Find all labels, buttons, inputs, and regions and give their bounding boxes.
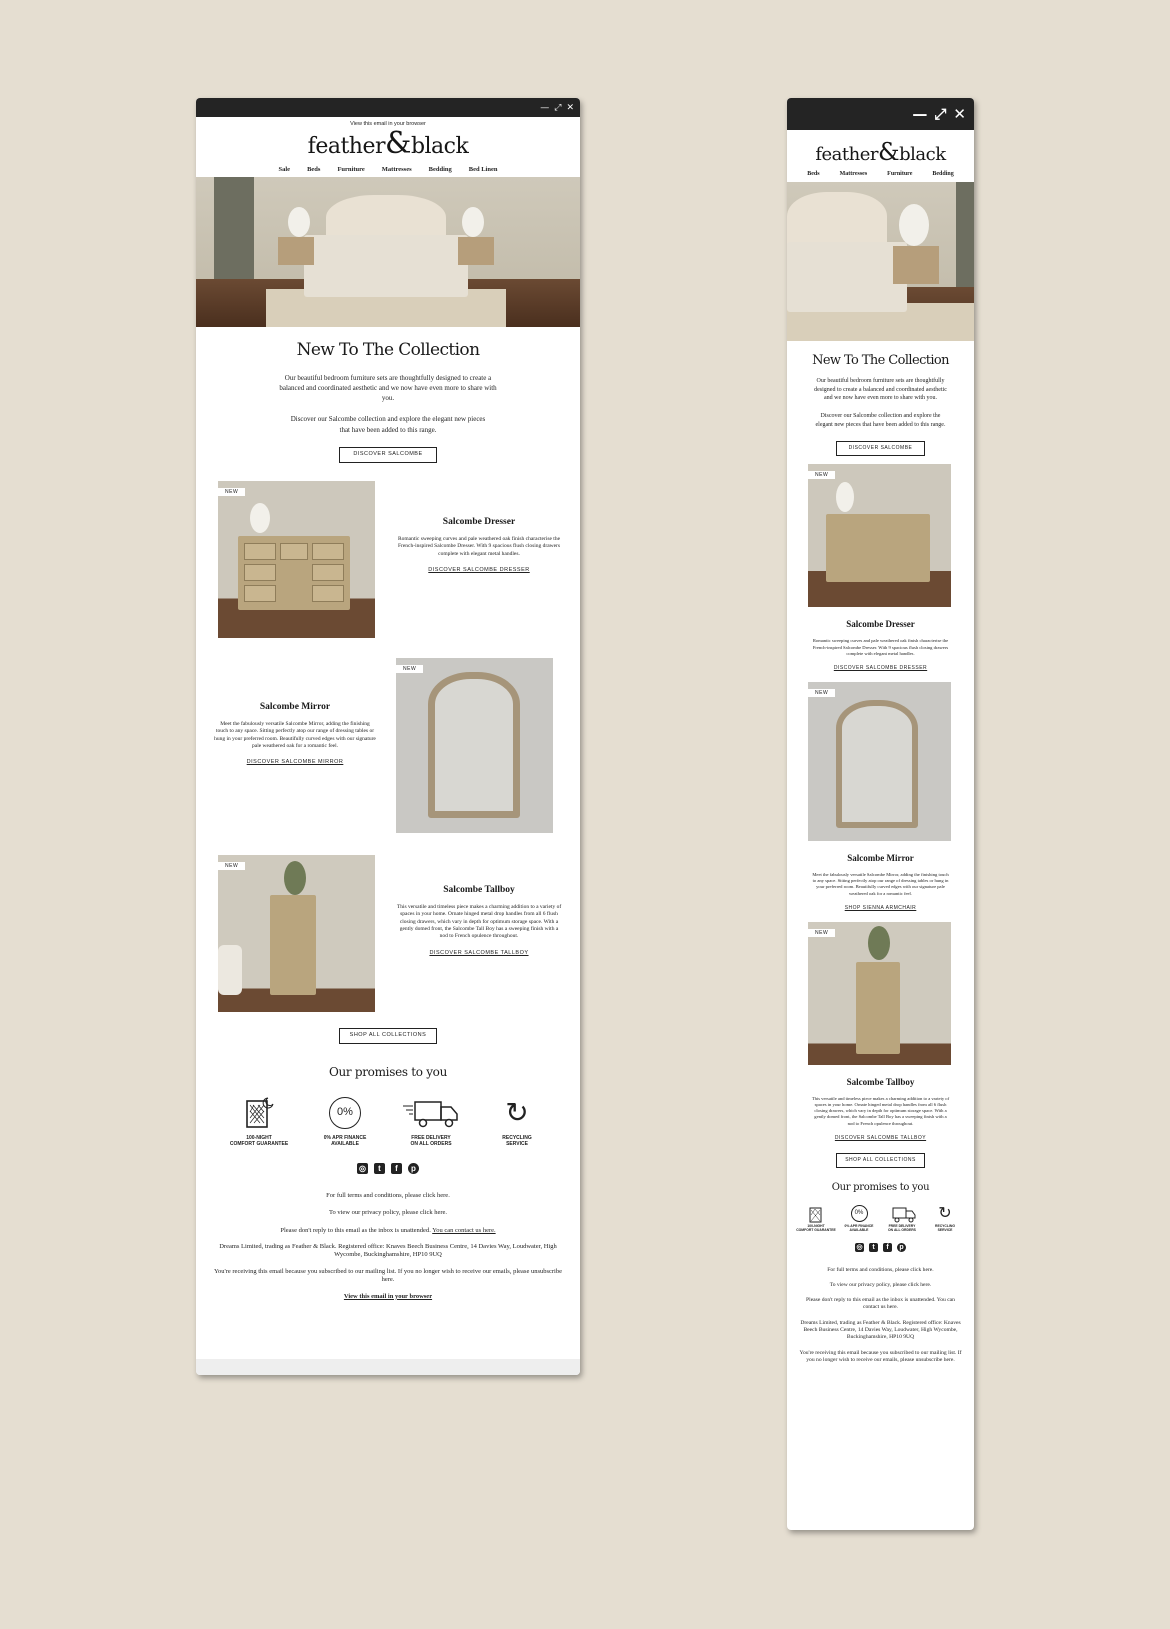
tallboy-plant <box>284 861 306 895</box>
promise-line2: AVAILABLE <box>849 1227 869 1232</box>
dresser-lamp <box>836 482 854 512</box>
close-icon[interactable]: ✕ <box>566 102 574 113</box>
promises-row <box>196 1095 580 1147</box>
promise-comfort <box>226 1095 292 1147</box>
intro-paragraph-1: Our beautiful bedroom furniture sets are thoughtfully designed to create a balanced and coordinated aesthetic and we now have even more to share with you. <box>279 374 497 403</box>
product-title: Salcombe Dresser <box>442 516 516 527</box>
mattress-icon <box>806 1204 826 1224</box>
noreply-text <box>210 1227 566 1235</box>
noreply-notice: Please don't reply to this email as the inbox is unattended. <box>806 1297 936 1304</box>
dresser-drawer <box>280 543 308 560</box>
promise-line2: AVAILABLE <box>331 1140 359 1147</box>
dresser-text <box>396 517 562 573</box>
product-title: Salcombe Dresser <box>846 619 915 630</box>
dresser-lamp <box>250 503 270 533</box>
product-title: Salcombe Tallboy <box>846 1076 915 1087</box>
hero-nightstand <box>893 246 939 284</box>
new-badge: NEW <box>808 929 835 937</box>
promise-line1: FREE DELIVERY <box>888 1223 916 1228</box>
headline: New To The Collection <box>296 340 480 360</box>
promise-delivery <box>882 1204 922 1232</box>
intro-paragraph-2: Discover our Salcombe collection and explore the elegant new pieces that have been added to this range. <box>290 415 486 434</box>
brand-logo[interactable] <box>196 126 580 161</box>
promise-comfort <box>796 1204 836 1232</box>
dresser-image[interactable] <box>218 481 375 638</box>
instagram-icon[interactable]: ◎ <box>357 1163 368 1174</box>
product-title: Salcombe Mirror <box>259 701 331 712</box>
tallboy-text <box>396 885 562 956</box>
logo-feather: feather <box>307 134 385 159</box>
tallboy-image[interactable] <box>218 855 375 1012</box>
product-dresser <box>787 464 974 671</box>
intro-paragraph-1: Our beautiful bedroom furniture sets are thoughtfully designed to create a balanced and coordinated aesthetic and we now have even more to share with you. <box>814 378 947 402</box>
social-links <box>196 1163 580 1174</box>
footer-bar <box>196 1359 580 1375</box>
shop-all-collections-button[interactable]: SHOP ALL COLLECTIONS <box>339 1028 437 1044</box>
social-links <box>787 1243 974 1252</box>
product-mirror <box>787 682 974 911</box>
hero-lamp <box>899 204 929 246</box>
mirror-image[interactable] <box>396 658 553 833</box>
promises-title: Our promises to you <box>831 1181 930 1193</box>
tallboy-plant <box>868 926 890 960</box>
minimize-icon[interactable]: — <box>912 105 928 123</box>
view-in-browser-link[interactable]: View this email in your browser <box>350 121 426 127</box>
desktop-email-window <box>196 98 580 1375</box>
promise-line1: 100-NIGHT <box>246 1134 272 1141</box>
product-description: Romantic sweeping curves and pale weathered oak finish characterise the French-inspired Salcombe Dresser. With 9 spacious flush closing drawers complete with elegant metal handles. <box>397 535 561 557</box>
pinterest-icon[interactable]: p <box>408 1163 419 1174</box>
company-info: Dreams Limited, trading as Feather & Black. Registered office: Knaves Beech Business Centre, 14 Davies Way, Loudwater, High Wycombe, Buckinghamshire, HP10 9UQ <box>800 1319 961 1341</box>
terms-link[interactable]: For full terms and conditions, please click here. <box>326 1191 450 1199</box>
tallboy-body <box>270 895 316 995</box>
maximize-icon[interactable]: ⤢ <box>934 105 947 123</box>
recycling-icon <box>935 1204 955 1224</box>
mirror-frame <box>428 672 520 818</box>
mattress-icon <box>242 1095 276 1131</box>
dresser-drawer <box>312 585 344 602</box>
new-badge: NEW <box>218 488 245 496</box>
window-titlebar <box>196 98 580 117</box>
discover-dresser-link[interactable]: DISCOVER SALCOMBE DRESSER <box>833 665 928 671</box>
delivery-truck-icon <box>886 1204 918 1224</box>
tallboy-armchair <box>218 945 242 995</box>
instagram-icon[interactable]: ◎ <box>856 1243 863 1251</box>
promise-line2: SERVICE <box>506 1140 528 1147</box>
promise-finance <box>839 1204 879 1232</box>
promise-line1: FREE DELIVERY <box>411 1134 451 1141</box>
discover-mirror-link[interactable]: DISCOVER SALCOMBE MIRROR <box>246 759 344 766</box>
new-badge: NEW <box>808 689 835 697</box>
nav-mattresses[interactable]: Mattresses <box>839 171 868 177</box>
dresser-drawer <box>244 543 276 560</box>
dresser-drawer <box>312 564 344 581</box>
logo-feather: feather <box>815 144 878 165</box>
window-titlebar <box>787 98 974 130</box>
nav-mattresses[interactable]: Mattresses <box>381 166 412 173</box>
intro-paragraph-2: Discover our Salcombe collection and explore the elegant new pieces that have been added to this range. <box>815 413 946 428</box>
minimize-icon[interactable]: — <box>540 102 550 113</box>
dresser-body <box>826 514 930 582</box>
new-badge: NEW <box>218 862 245 870</box>
noreply-notice: Please don't reply to this email as the inbox is unattended. <box>280 1226 431 1234</box>
logo-black: black <box>410 134 469 159</box>
promise-line1: 0% APR FINANCE <box>844 1223 874 1228</box>
hero-bed <box>304 235 468 297</box>
product-mirror <box>196 658 580 833</box>
promise-line2: SERVICE <box>937 1227 953 1232</box>
promise-line2: COMFORT GUARANTEE <box>229 1140 289 1147</box>
discover-dresser-link[interactable]: DISCOVER SALCOMBE DRESSER <box>428 566 530 573</box>
nav-sale[interactable]: Sale <box>278 166 291 173</box>
contact-link[interactable]: You can contact us here. <box>863 1297 955 1311</box>
shop-armchair-link[interactable]: SHOP SIENNA ARMCHAIR <box>844 904 917 911</box>
promise-recycling <box>925 1204 965 1232</box>
facebook-icon[interactable]: f <box>391 1163 402 1174</box>
nav-beds[interactable]: Beds <box>807 171 820 177</box>
main-nav <box>196 166 580 173</box>
hero-bed <box>787 242 907 312</box>
percent-icon <box>328 1095 362 1131</box>
dresser-drawer <box>244 585 276 602</box>
mirror-frame <box>836 700 918 828</box>
shop-all-collections-button[interactable]: SHOP ALL COLLECTIONS <box>836 1153 925 1168</box>
product-description: Romantic sweeping curves and pale weathered oak finish characterise the French-inspired Salcombe Dresser. With 9 spacious flush closing drawers complete with elegant metal handles. <box>812 638 949 656</box>
logo-ampersand: & <box>878 137 900 166</box>
recycling-icon-glyph: ↻ <box>505 1096 529 1128</box>
hero-nightstand-left <box>278 237 314 265</box>
nav-furniture[interactable]: Furniture <box>887 171 913 177</box>
nav-bedding[interactable]: Bedding <box>932 171 954 177</box>
mirror-image[interactable] <box>808 682 951 841</box>
twitter-icon[interactable]: t <box>869 1243 878 1252</box>
promise-finance <box>312 1095 378 1147</box>
hero-lamp-left <box>288 207 310 237</box>
privacy-link[interactable]: To view our privacy policy, please click here. <box>328 1209 448 1217</box>
percent-icon <box>849 1204 869 1224</box>
promise-recycling <box>484 1095 550 1147</box>
hero-bedroom-image[interactable] <box>787 182 974 341</box>
privacy-link[interactable]: To view our privacy policy, please click here. <box>829 1281 932 1288</box>
brand-logo[interactable] <box>787 137 974 166</box>
hero-door <box>214 177 254 281</box>
hero-door <box>956 182 974 292</box>
product-tallboy <box>787 922 974 1141</box>
percent-icon-glyph: 0% <box>329 1097 361 1129</box>
discover-salcombe-button[interactable]: DISCOVER SALCOMBE <box>836 441 925 456</box>
product-dresser <box>196 481 580 638</box>
noreply-text <box>799 1297 962 1312</box>
promise-line2: ON ALL ORDERS <box>888 1227 916 1232</box>
logo-black: black <box>899 144 946 165</box>
dresser-drawer <box>312 543 344 560</box>
delivery-truck-icon <box>401 1095 461 1131</box>
new-badge: NEW <box>396 665 423 673</box>
promise-delivery <box>398 1095 464 1147</box>
mobile-email-window <box>787 98 974 1530</box>
footer <box>196 1192 580 1302</box>
promise-line1: RECYCLING <box>502 1134 532 1141</box>
twitter-icon[interactable]: t <box>374 1163 385 1174</box>
footer <box>787 1267 974 1364</box>
discover-tallboy-link[interactable]: DISCOVER SALCOMBE TALLBOY <box>429 949 529 956</box>
logo-ampersand: & <box>385 126 411 161</box>
promise-line2: COMFORT GUARANTEE <box>796 1227 836 1232</box>
promise-line1: RECYCLING <box>935 1223 955 1228</box>
product-title: Salcombe Tallboy <box>443 884 515 895</box>
main-nav <box>787 171 974 177</box>
percent-icon-glyph: 0% <box>851 1205 868 1222</box>
promise-line2: ON ALL ORDERS <box>410 1140 452 1147</box>
recycling-icon-glyph: ↻ <box>938 1204 952 1222</box>
discover-tallboy-link[interactable]: DISCOVER SALCOMBE TALLBOY <box>834 1134 927 1141</box>
promises-title: Our promises to you <box>328 1064 448 1079</box>
discover-salcombe-button[interactable]: DISCOVER SALCOMBE <box>339 447 437 463</box>
facebook-icon[interactable]: f <box>883 1243 892 1252</box>
hero-lamp-right <box>462 207 484 237</box>
hero-nightstand-right <box>458 237 494 265</box>
subscription-notice[interactable]: You're receiving this email because you subscribed to our mailing list. If you no longer wish to receive our emails, please unsubscribe here. <box>214 1267 562 1284</box>
nav-beds[interactable]: Beds <box>307 166 321 173</box>
product-title: Salcombe Mirror <box>847 853 914 863</box>
dresser-image[interactable] <box>808 464 951 607</box>
subscription-notice[interactable]: You're receiving this email because you subscribed to our mailing list. If you no longer wish to receive our emails, please unsubscribe here. <box>799 1349 962 1363</box>
nav-bedding[interactable]: Bedding <box>428 166 452 173</box>
nav-furniture[interactable]: Furniture <box>337 166 365 173</box>
pinterest-icon[interactable]: p <box>897 1243 906 1252</box>
close-icon[interactable]: ✕ <box>953 105 966 123</box>
product-tallboy <box>196 855 580 1012</box>
terms-link[interactable]: For full terms and conditions, please click here. <box>827 1266 934 1273</box>
company-info: Dreams Limited, trading as Feather & Black. Registered office: Knaves Beech Business Centre, 14 Davies Way, Loudwater, High Wycombe, Buckinghamshire, HP10 9UQ <box>219 1243 557 1259</box>
promise-line1: 0% APR FINANCE <box>323 1134 367 1141</box>
hero-bedroom-image[interactable] <box>196 177 580 327</box>
nav-bed-linen[interactable]: Bed Linen <box>468 166 498 173</box>
tallboy-body <box>856 962 900 1054</box>
dresser-drawer <box>244 564 276 581</box>
recycling-icon <box>500 1095 534 1131</box>
contact-link[interactable]: You can contact us here. <box>432 1226 496 1234</box>
product-description: Meet the fabulously versatile Salcombe Mirror, adding the finishing touch to any space. Sitting perfectly atop our range of dressing tables or hung in your preferred room. Beautifully curved edges with our signature pale weathered oak for a romantic feel. <box>812 872 949 896</box>
tallboy-image[interactable] <box>808 922 951 1065</box>
promise-line1: 100-NIGHT <box>807 1223 825 1228</box>
headline: New To The Collection <box>812 353 949 368</box>
view-in-browser-footer-link[interactable]: View this email in your browser <box>343 1292 433 1300</box>
product-description: This versatile and timeless piece makes a charming addition to a variety of spaces in your home. Ornate hinged metal drop handles from all 6 flush closing drawers, which vary in depth for optimum storage space. With a gently domed front, the Salcombe Tall Boy has a sweeping finish with a nod to French opulence throughout. <box>396 903 562 940</box>
new-badge: NEW <box>808 471 835 479</box>
product-description: This versatile and timeless piece makes a charming addition to a variety of spaces in your home. Ornate hinged metal drop handles from all 6 flush closing drawers, which vary in depth for optimum storage space. With a gently domed front, the Salcombe Tall Boy has a sweeping finish with a nod to French opulence throughout. <box>811 1095 950 1126</box>
promises-row <box>787 1204 974 1232</box>
mirror-text <box>214 702 376 766</box>
product-description: Meet the fabulously versatile Salcombe Mirror, adding the finishing touch to any space. Sitting perfectly atop our range of dressing tables or hung in your preferred room. Beautifully curved edges with our signature pale weathered oak for a romantic feel. <box>214 720 376 749</box>
maximize-icon[interactable]: ⤢ <box>554 102 562 113</box>
